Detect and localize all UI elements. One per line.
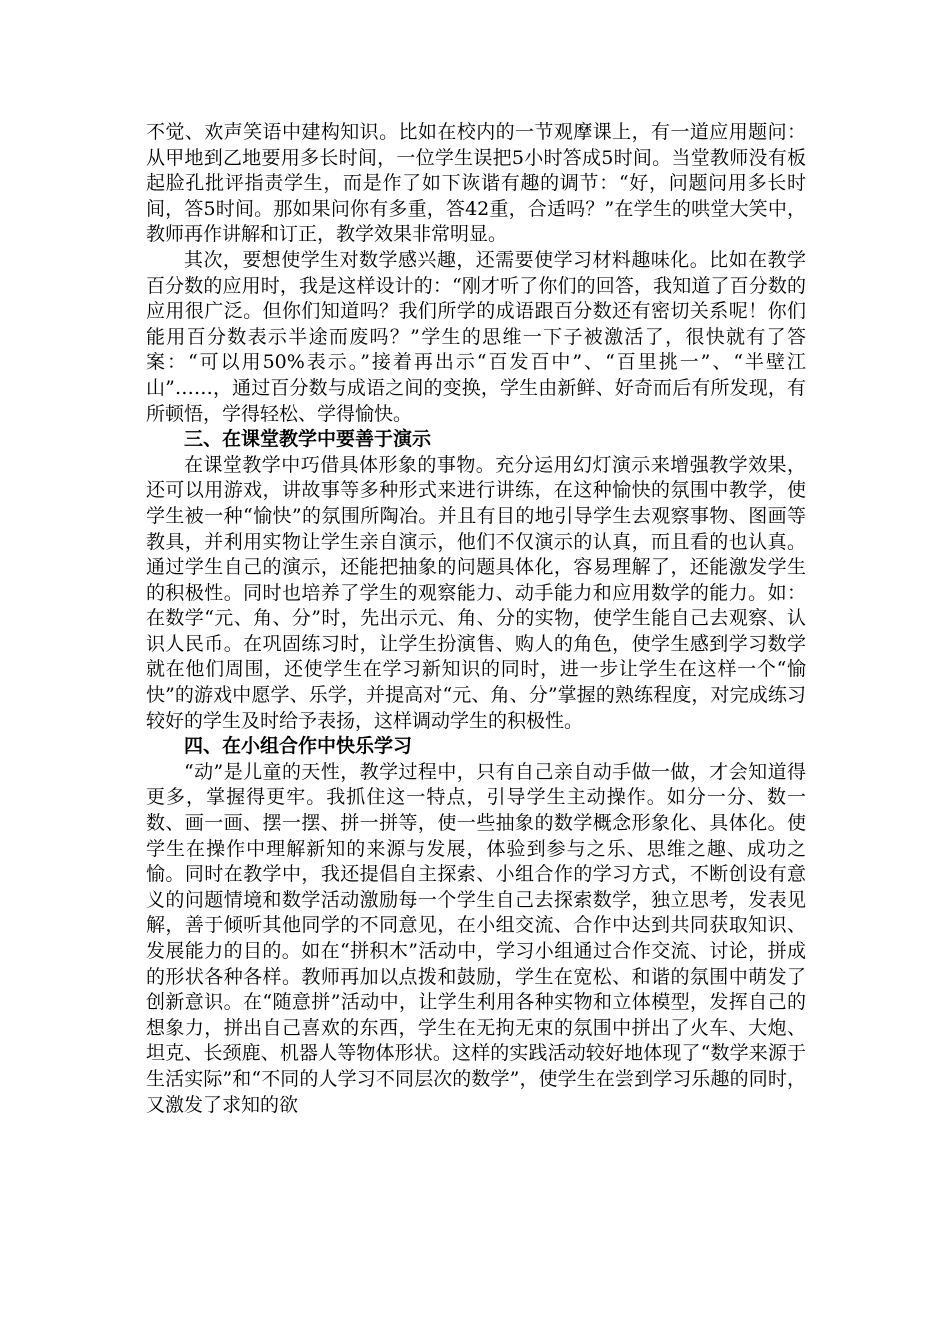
paragraph-demonstration: 在课堂教学中巧借具体形象的事物。充分运用幻灯演示来增强教学效果，还可以用游戏，讲故事等多种形式来进行讲练，在这种愉快的氛围中教学，使学生被一种“愉快”的氛围所陶冶。并且有目的地引导学生去观察事物、图画等教具，并利用实物让学生亲自演示，他们不仅演示的认真，而且看的也认真。通过学生自己的演示，还能把抽象的问题具体化，容易理解了，还能激发学生的积极性。同时也培养了学生的观察能力、动手能力和应用数学的能力。如：在数学“元、角、分”时，先出示元、角、分的实物，使学生能自己去观察、认识人民币。在巩固练习时，让学生扮演售、购人的角色，使学生感到学习数学就在他们周围，还使学生在学习新知识的同时，进一步让学生在这样一个“愉快”的游戏中愿学、乐学，并提高对“元、角、分”掌握的熟练程度，对完成练习较好的学生及时给予表扬，这样调动学生的积极性。: [146, 453, 806, 732]
section-heading-4: 四、在小组合作中快乐学习: [184, 735, 413, 758]
paragraph-interest-materials: 其次，要想使学生对数学感兴趣，还需要使学习材料趣味化。比如在教学百分数的应用时，我是这样设计的：“刚才听了你们的回答，我知道了百分数的应用很广泛。但你们知道吗？我们所学的成语跟百分数还有密切关系呢！你们能用百分数表示半途而废吗？”学生的思维一下子被激活了，很快就有了答案：“可以用50%表示。”接着再出示“百发百中”、“百里挑一”、“半壁江山”……，通过百分数与成语之间的变换，学生由新鲜、好奇而后有所发现，有所顿悟，学得轻松、学得愉快。: [146, 248, 806, 425]
paragraph-group-cooperation: “动”是儿童的天性，教学过程中，只有自己亲自动手做一做，才会知道得更多，掌握得更牢。我抓住这一特点，引导学生主动操作。如分一分、数一数、画一画、摆一摆、拼一拼等，使一些抽象的数学概念形象化、具体化。使学生在操作中理解新知的来源与发展，体验到参与之乐、思维之趣、成功之愉。同时在教学中，我还提倡自主探索、小组合作的学习方式，不断创设有意义的问题情境和数学活动激励每一个学生自己去探索数学，独立思考，发表见解，善于倾听其他同学的不同意见，在小组交流、合作中达到共同获取知识、发展能力的目的。如在“拼积木”活动中，学习小组通过合作交流、讨论，拼成的形状各种各样。教师再加以点拨和鼓励，学生在宽松、和谐的氛围中萌发了创新意识。在“随意拼”活动中，让学生利用各种实物和立体模型，发挥自己的想象力，拼出自己喜欢的东西，学生在无拘无束的氛围中拼出了火车、大炮、坦克、长颈鹿、机器人等物体形状。这样的实践活动较好地体现了“数学来源于生活实际”和“不同的人学习不同层次的数学”，使学生在尝到学习乐趣的同时，又激发了求知的欲: [146, 760, 806, 1116]
document-page: [146, 120, 806, 1118]
section-heading-3: 三、在课堂教学中要善于演示: [184, 428, 432, 451]
paragraph-continued: 不觉、欢声笑语中建构知识。比如在校内的一节观摩课上，有一道应用题问：从甲地到乙地要用多长时间，一位学生误把5小时答成5时间。当堂教师没有板起脸孔批评指责学生，而是作了如下诙谐有趣的调节：“好，问题问用多长时间，答5时间。那如果问你有多重，答42重，合适吗？”在学生的哄堂大笑中，教师再作讲解和订正，教学效果非常明显。: [146, 121, 806, 246]
